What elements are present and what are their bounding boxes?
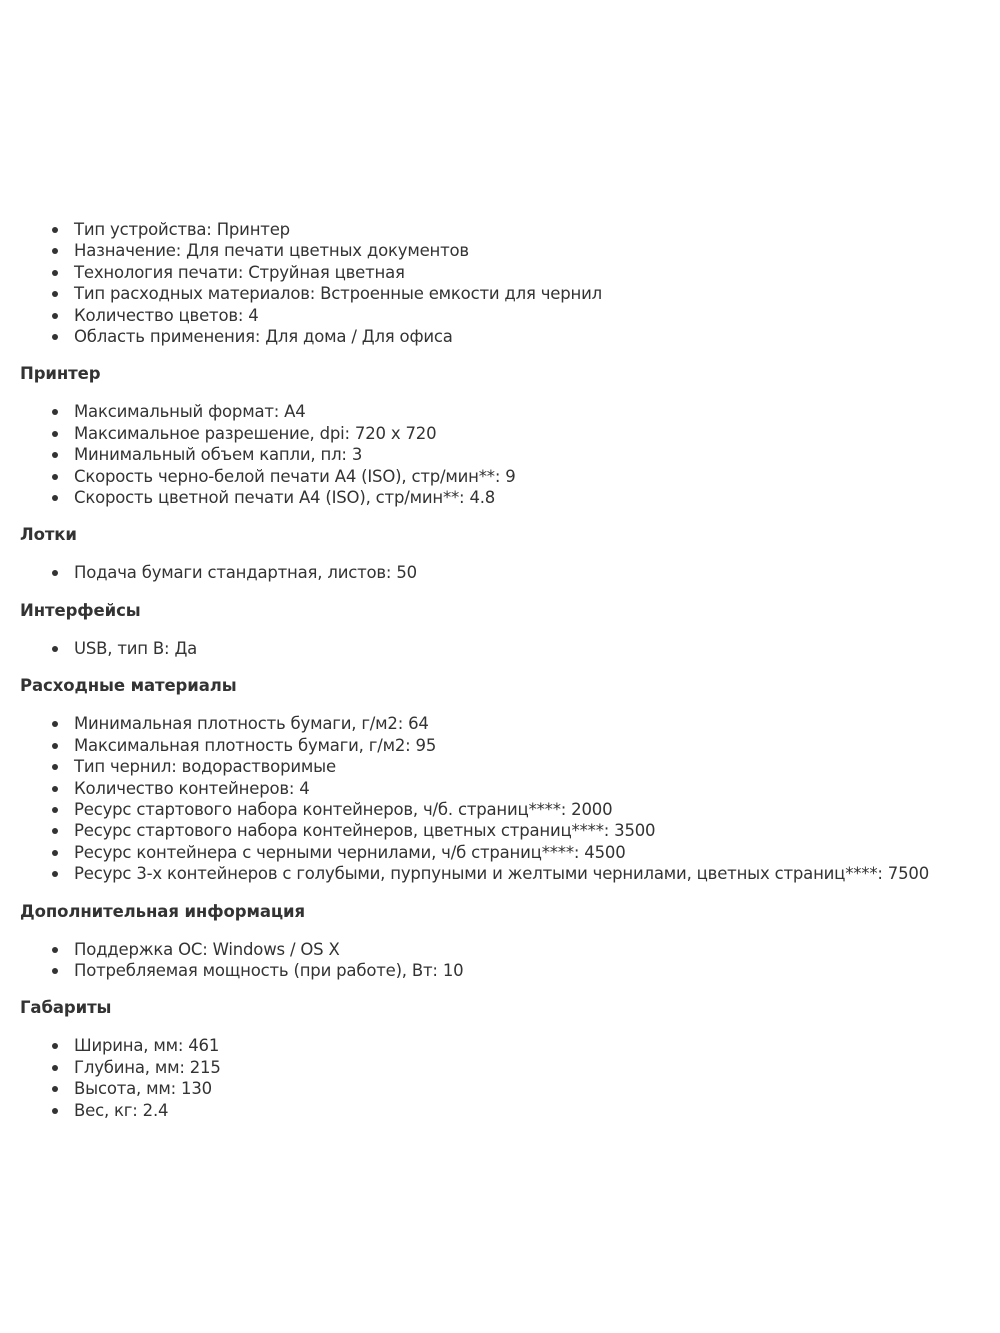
list-item: Максимальный формат: A4 — [20, 401, 980, 422]
spec-document — [20, 219, 980, 1121]
intro-list — [20, 219, 980, 347]
section-title-additional-info: Дополнительная информация — [20, 901, 305, 921]
list-item: Количество цветов: 4 — [20, 305, 980, 326]
list-item: Скорость цветной печати A4 (ISO), стр/мин**: 4.8 — [20, 487, 980, 508]
list-item: Глубина, мм: 215 — [20, 1057, 980, 1078]
list-item: Минимальный объем капли, пл: 3 — [20, 444, 980, 465]
list-item: Ресурс 3-х контейнеров с голубыми, пурпуными и желтыми чернилами, цветных страниц****: 7500 — [20, 863, 980, 884]
section-title-printer: Принтер — [20, 364, 101, 384]
list-item: Тип чернил: водорастворимые — [20, 756, 980, 777]
list-item: Поддержка ОС: Windows / OS X — [20, 939, 980, 960]
additional-info-list — [20, 939, 980, 982]
section-title-trays: Лотки — [20, 525, 77, 545]
list-item: Ширина, мм: 461 — [20, 1035, 980, 1056]
list-item: Скорость черно-белой печати A4 (ISO), стр/мин**: 9 — [20, 466, 980, 487]
consumables-list — [20, 713, 980, 884]
list-item: Тип расходных материалов: Встроенные емкости для чернил — [20, 283, 980, 304]
list-item: Ресурс контейнера с черными чернилами, ч/б страниц****: 4500 — [20, 842, 980, 863]
section-title-consumables: Расходные материалы — [20, 676, 237, 696]
dimensions-list — [20, 1035, 980, 1121]
section-title-interfaces: Интерфейсы — [20, 600, 141, 620]
list-item: USB, тип B: Да — [20, 638, 980, 659]
printer-list — [20, 401, 980, 508]
section-title-dimensions: Габариты — [20, 998, 112, 1018]
list-item: Максимальная плотность бумаги, г/м2: 95 — [20, 735, 980, 756]
list-item: Высота, мм: 130 — [20, 1078, 980, 1099]
list-item: Количество контейнеров: 4 — [20, 778, 980, 799]
list-item: Вес, кг: 2.4 — [20, 1100, 980, 1121]
list-item: Ресурс стартового набора контейнеров, цветных страниц****: 3500 — [20, 820, 980, 841]
interfaces-list — [20, 638, 980, 659]
list-item: Потребляемая мощность (при работе), Вт: 10 — [20, 960, 980, 981]
list-item: Тип устройства: Принтер — [20, 219, 980, 240]
list-item: Технология печати: Струйная цветная — [20, 262, 980, 283]
list-item: Область применения: Для дома / Для офиса — [20, 326, 980, 347]
list-item: Максимальное разрешение, dpi: 720 x 720 — [20, 423, 980, 444]
list-item: Минимальная плотность бумаги, г/м2: 64 — [20, 713, 980, 734]
list-item: Подача бумаги стандартная, листов: 50 — [20, 562, 980, 583]
list-item: Назначение: Для печати цветных документов — [20, 240, 980, 261]
trays-list — [20, 562, 980, 583]
list-item: Ресурс стартового набора контейнеров, ч/б. страниц****: 2000 — [20, 799, 980, 820]
